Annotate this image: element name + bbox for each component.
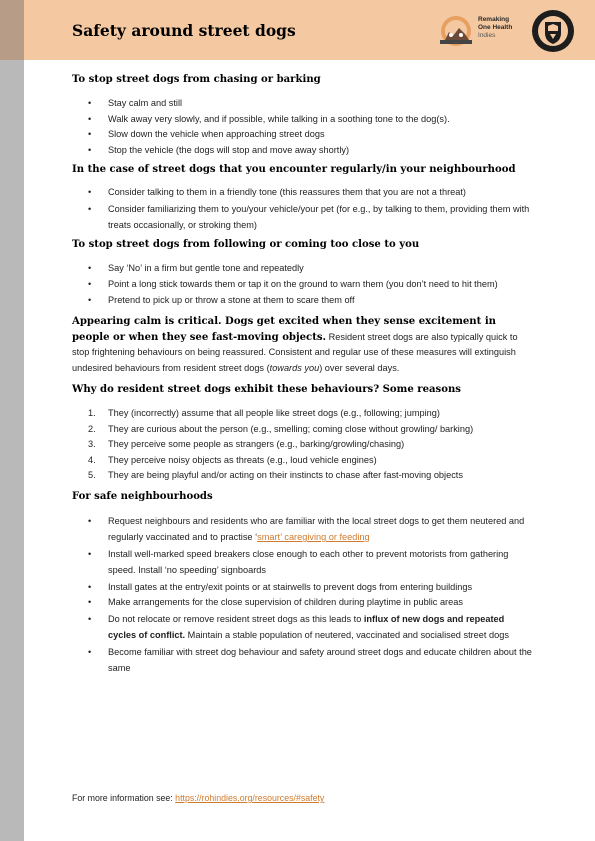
calm-lead: Appearing calm is critical. Dogs get excited when they sense excitement in people or when they see fast-moving objects. [72, 316, 496, 343]
left-margin-bar [0, 0, 24, 841]
list-chasing [72, 96, 532, 158]
list-item: • Install well-marked speed breakers close enough to each other to prevent motorists from gathering speed. Install ‘no speeding’ signboards [72, 546, 532, 579]
item-text: They (incorrectly) assume that all people like street dogs (e.g., following; jumping) [108, 408, 440, 418]
university-crest-icon [531, 9, 575, 53]
calm-text-b: ) over several days. [319, 362, 400, 373]
list-following [72, 261, 532, 309]
list-item: • Say ‘No’ in a firm but gentle tone and repeatedly [72, 261, 532, 277]
rmoh-line3: Indies [478, 32, 496, 39]
numbered-item [72, 406, 532, 422]
footer-label: For more information see: [72, 793, 176, 803]
numbered-item [72, 422, 532, 438]
list-neighbourhood [72, 185, 532, 234]
heading-safe: For safe neighbourhoods [72, 490, 213, 502]
rmoh-emblem-icon [437, 14, 475, 50]
list-item [72, 611, 532, 644]
list-item: • Stop the vehicle (the dogs will stop and move away shortly) [72, 143, 532, 159]
footer-link[interactable]: https://rohindies.org/resources/#safety [175, 793, 325, 803]
item-text: They are being playful and/or acting on their instincts to chase after fast-moving objects [108, 470, 463, 480]
remaking-one-health-logo [437, 14, 527, 50]
safe-item5-bold: influx of new dogs and repeated cycles of conflict. [108, 613, 505, 640]
list-why [72, 406, 532, 484]
rmoh-line1: Remaking [478, 16, 510, 23]
heading-chasing: To stop street dogs from chasing or barking [72, 74, 321, 85]
list-item: • Pretend to pick up or throw a stone at them to scare them off [72, 293, 532, 309]
university-of-edinburgh-crest [531, 9, 575, 53]
safe-item5-text: Do not relocate or remove resident street dogs as this leads to [108, 613, 364, 624]
list-safe [72, 513, 532, 677]
numbered-item [72, 468, 532, 484]
safe-item1-text: Request neighbours and residents who are familiar with the local street dogs to get them neutered and regularly vaccinated and to practise ‘ [108, 515, 525, 542]
item-text: They perceive some people as strangers (e.g., barking/growling/chasing) [108, 439, 405, 449]
calm-italic: towards you [269, 362, 320, 373]
heading-following: To stop street dogs from following or coming too close to you [72, 238, 420, 250]
list-item: • Make arrangements for the close supervision of children during playtime in public areas [72, 595, 532, 611]
item-number: 1. [88, 408, 96, 418]
item-number: 3. [88, 439, 96, 449]
list-item: • Consider familiarizing them to you/your vehicle/your pet (for e.g., by talking to them, providing them with treats occasionally, or stroking them) [72, 201, 532, 234]
heading-neighbourhood: In the case of street dogs that you encounter regularly/in your neighbourhood [72, 164, 516, 175]
item-text: They perceive noisy objects as threats (e.g., loud vehicle engines) [108, 454, 377, 465]
list-item: • Install gates at the entry/exit points or at stairwells to prevent dogs from entering buildings [72, 579, 532, 596]
numbered-item [72, 437, 532, 453]
rmoh-line2: One Health [478, 24, 513, 31]
smart-caregiving-link[interactable]: smart’ caregiving or feeding [257, 532, 370, 542]
list-item: • Walk away very slowly, and if possible, while talking in a soothing tone to the dog(s). [72, 112, 532, 128]
left-margin-bar-top [0, 0, 24, 60]
item-number: 5. [88, 470, 96, 480]
calm-text-a: Resident street dogs are also typically quick to stop frightening behaviours on being reassured. Consistent and regular use of these measures will extinguish undesired behaviours from resident street dogs ( [72, 331, 518, 373]
list-item: • Become familiar with street dog behaviour and safety around street dogs and educate children about the same [72, 644, 532, 677]
footer [72, 793, 324, 803]
page-title: Safety around street dogs [72, 21, 296, 40]
calm-paragraph [72, 314, 532, 376]
item-number: 4. [88, 454, 96, 465]
heading-why: Why do resident street dogs exhibit these behaviours? Some reasons [72, 384, 461, 395]
list-item: • Slow down the vehicle when approaching street dogs [72, 127, 532, 143]
list-item: • Stay calm and still [72, 96, 532, 112]
list-item: • Point a long stick towards them or tap it on the ground to warn them (you don’t need to hit them) [72, 276, 532, 293]
item-text: They are curious about the person (e.g., smelling; coming close without growling/ barking) [108, 423, 474, 434]
numbered-item [72, 453, 532, 469]
main-content [72, 73, 532, 677]
item-number: 2. [88, 423, 96, 434]
safe-item5-rest: Maintain a stable population of neutered, vaccinated and socialised street dogs [185, 630, 509, 640]
list-item: • Consider talking to them in a friendly tone (this reassures them that you are not a threat) [72, 185, 532, 201]
list-item [72, 513, 532, 546]
